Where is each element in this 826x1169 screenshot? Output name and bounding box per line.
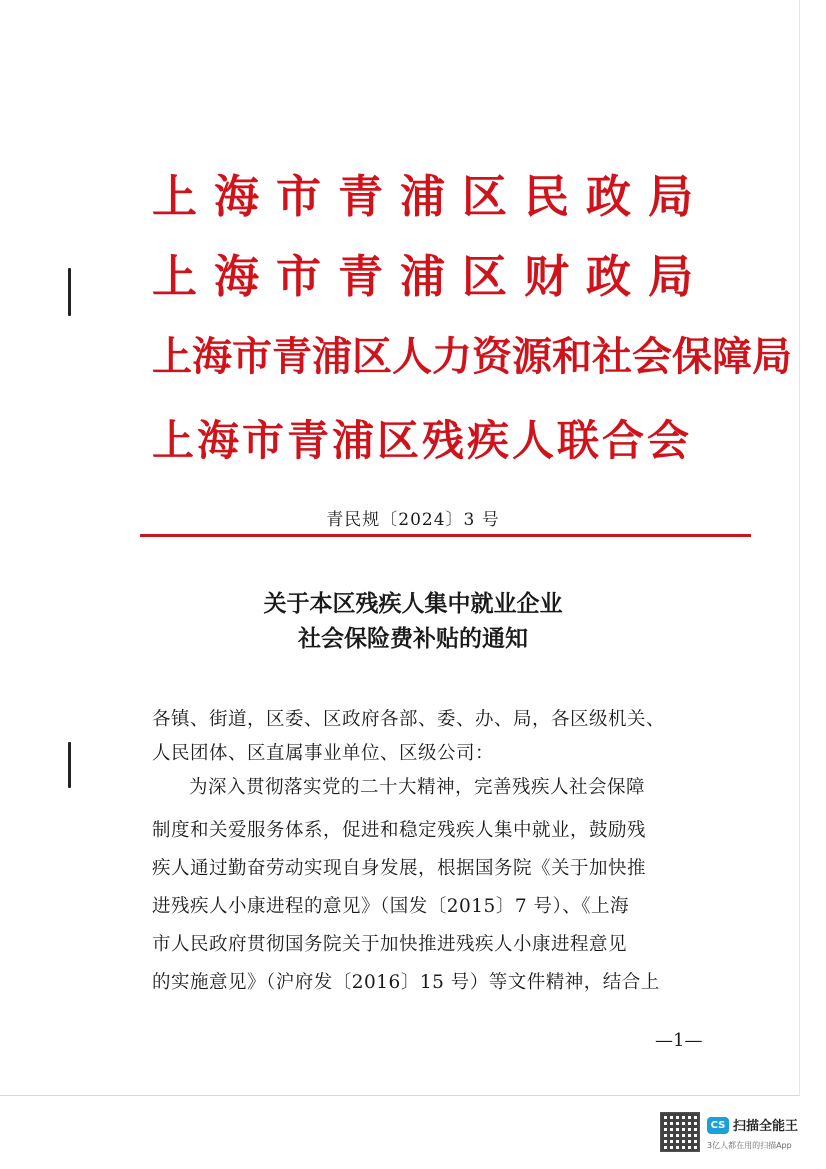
issuer-disabled-federation: 上海市青浦区残疾人联合会 <box>152 416 693 465</box>
scan-mark-top <box>68 268 71 316</box>
document-number: 青民规〔2024〕3 号 <box>326 510 500 530</box>
scanner-app-name: 扫描全能王 <box>733 1119 799 1134</box>
body-paragraph-line: 进残疾人小康进程的意见》（国发〔2015〕7 号）、《上海 <box>152 896 629 917</box>
page-number: —1— <box>655 1030 703 1051</box>
body-paragraph-line: 为深入贯彻落实党的二十大精神，完善残疾人社会保障 <box>189 777 646 798</box>
body-paragraph-line: 的实施意见》（沪府发〔2016〕15 号）等文件精神，结合上 <box>152 972 660 993</box>
notice-title-line-2: 社会保险费补贴的通知 <box>298 625 528 652</box>
addressee-line-1: 各镇、街道，区委、区政府各部、委、办、局，各区级机关、 <box>152 709 666 730</box>
addressee-line-2: 人民团体、区直属事业单位、区级公司： <box>152 743 495 764</box>
camscanner-logo-icon: CS <box>707 1117 729 1134</box>
notice-title-line-1: 关于本区残疾人集中就业企业 <box>263 590 563 617</box>
scanner-slogan: 3亿人都在用的扫描App <box>707 1141 792 1150</box>
red-divider-line <box>140 534 751 537</box>
issuer-human-resources: 上海市青浦区人力资源和社会保障局 <box>152 333 792 380</box>
body-paragraph-line: 疾人通过勤奋劳动实现自身发展，根据国务院《关于加快推 <box>152 858 647 879</box>
body-paragraph-line: 制度和关爱服务体系，促进和稳定残疾人集中就业，鼓励残 <box>152 820 647 841</box>
scan-mark-middle <box>68 742 71 788</box>
scanner-watermark <box>660 1110 820 1160</box>
issuer-civil-affairs: 上海市青浦区民政局 <box>152 170 711 223</box>
qr-code-icon <box>660 1112 700 1152</box>
issuer-finance: 上海市青浦区财政局 <box>152 250 711 303</box>
body-paragraph-line: 市人民政府贯彻国务院关于加快推进残疾人小康进程意见 <box>152 934 628 955</box>
